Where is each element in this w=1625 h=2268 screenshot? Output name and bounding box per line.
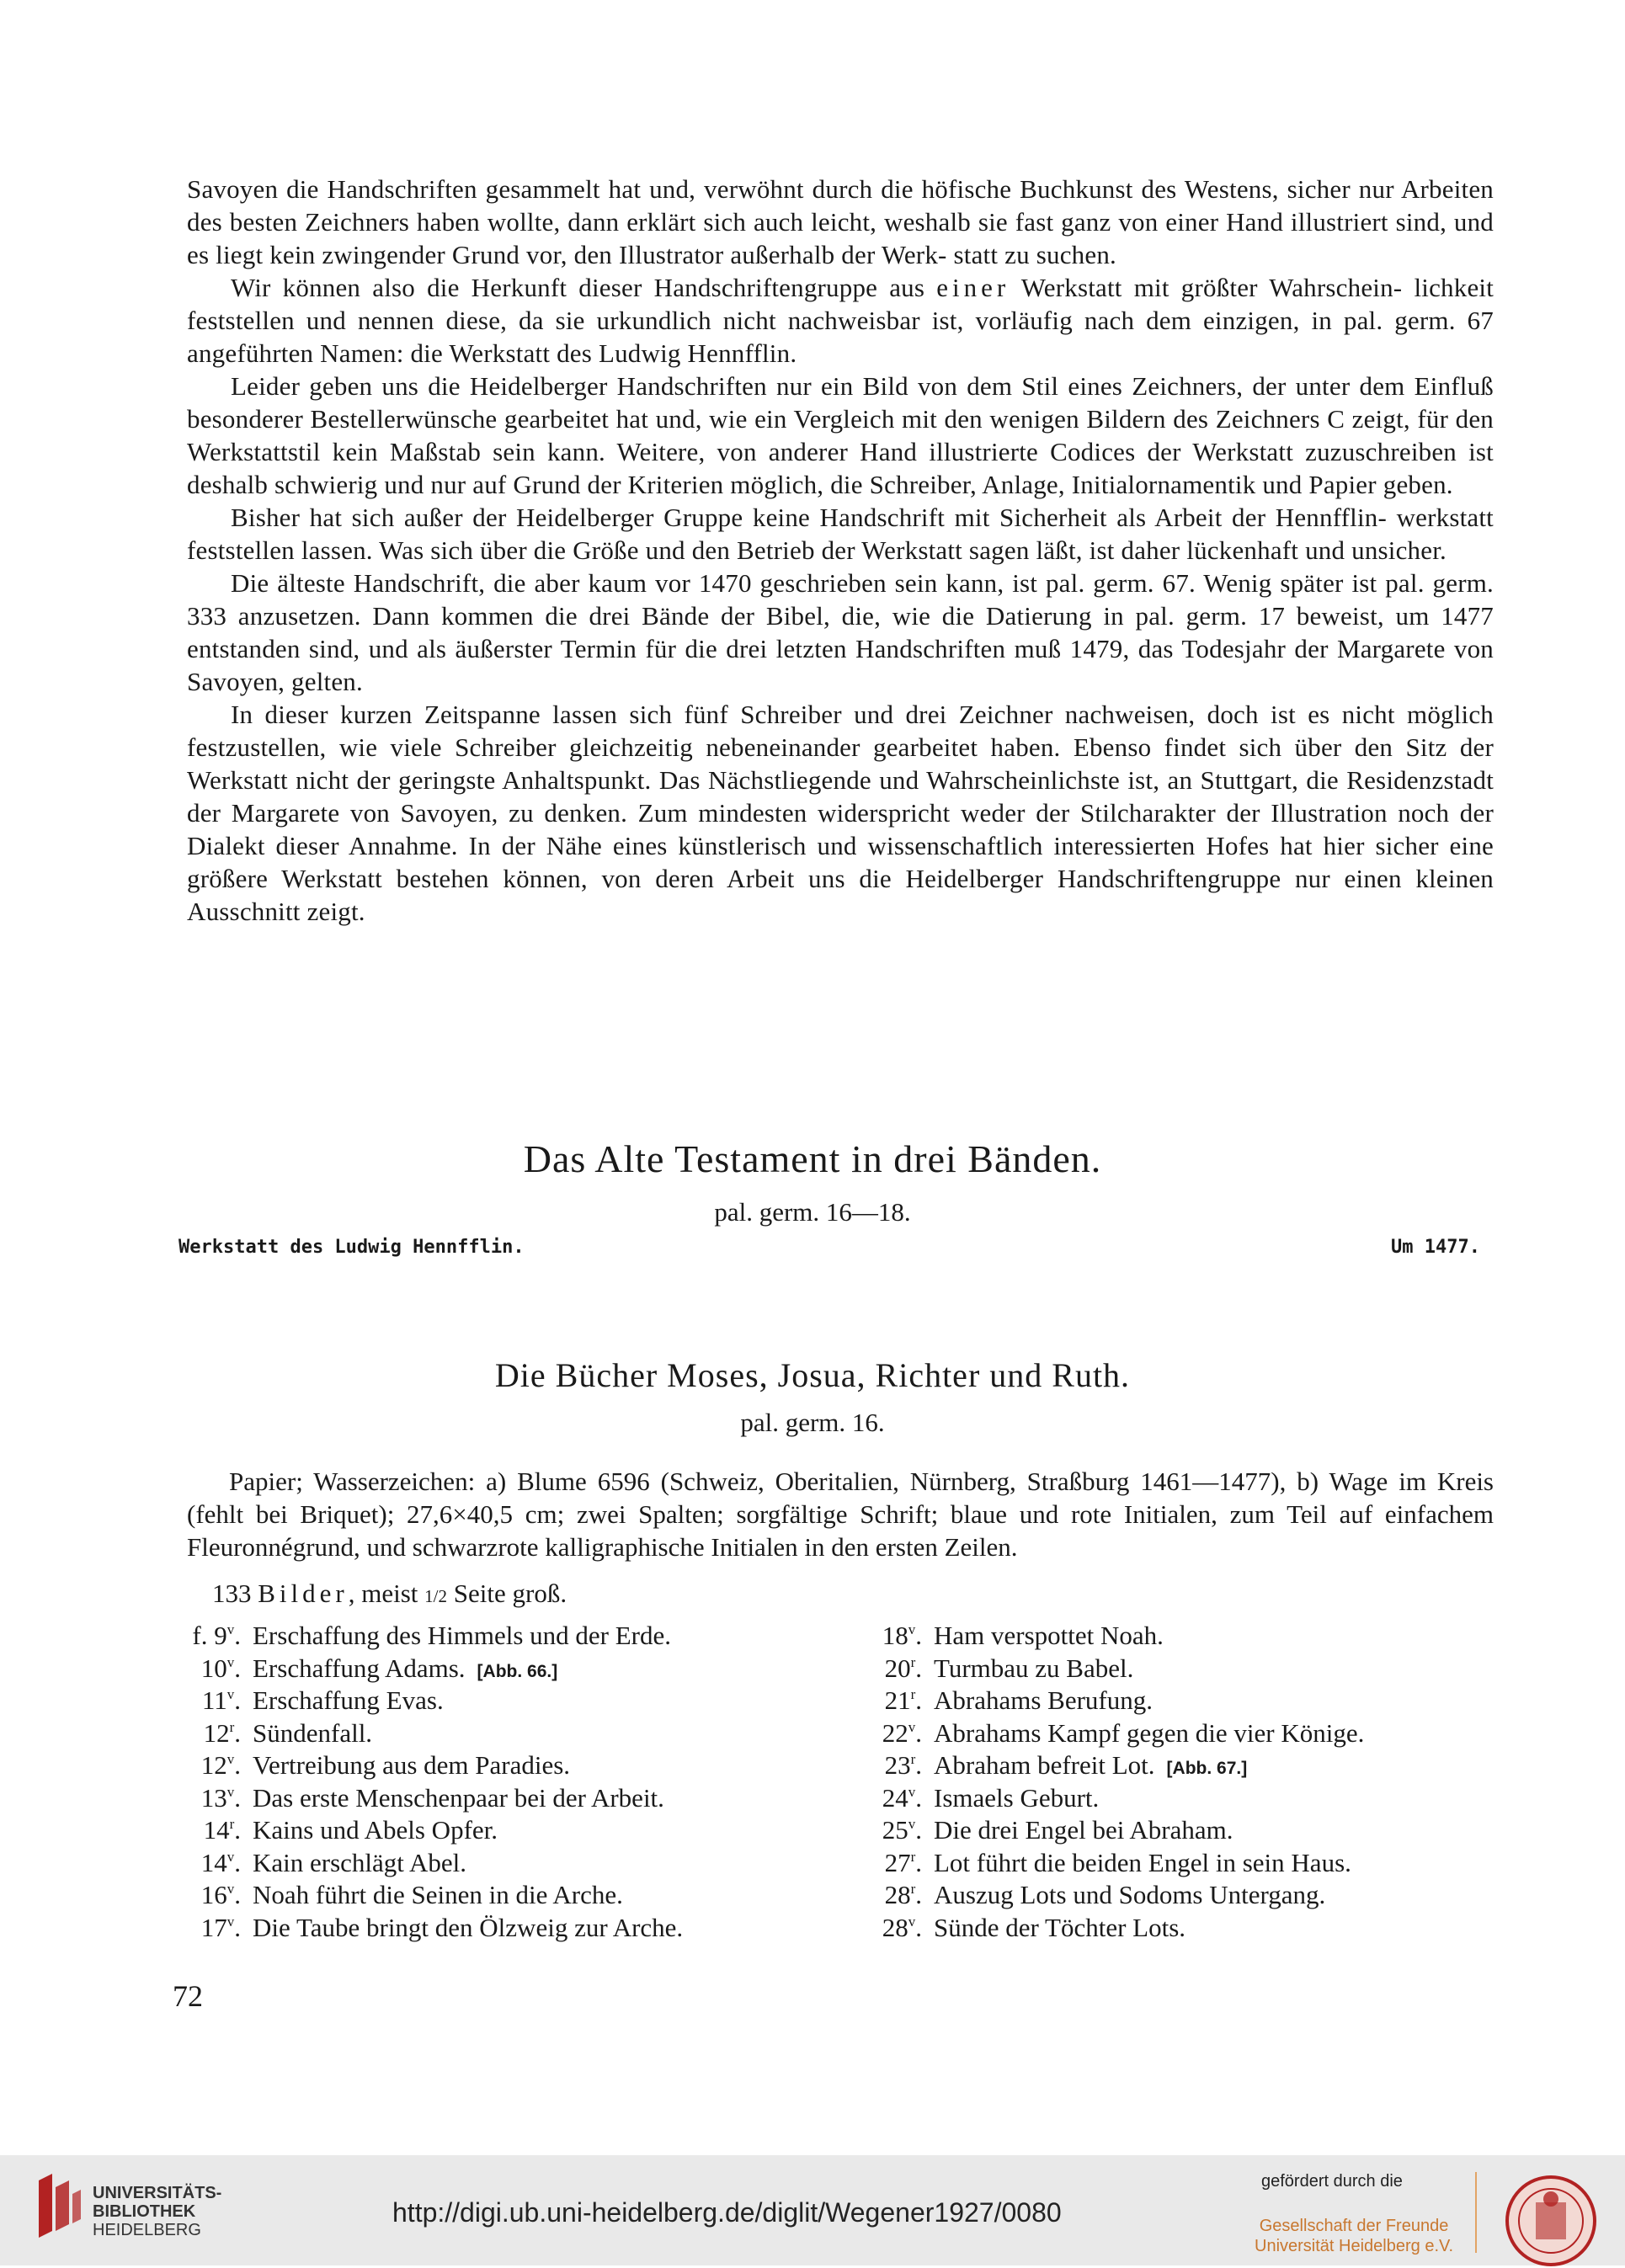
sponsor-name: Gesellschaft der Freunde Universität Heidelberg e.V. [1255,2217,1454,2255]
folio-side: v [908,1621,916,1637]
illustration-caption: Kains und Abels Opfer. [253,1815,498,1845]
illustration-caption: Erschaffung Adams. [Abb. 66.] [253,1653,558,1683]
folio-number: 27$^r$. [884,1847,922,1877]
section-signature: pal. germ. 16—18. [714,1197,911,1227]
folio-side: v [908,1783,916,1800]
folio-number: 12$^v$. [200,1750,241,1780]
paragraph-3: Leider geben uns die Heidelberger Handschriften nur ein Bild von dem Stil eines Zeichners, der unter dem Einfluß besonderer Bestellerwünsche gearbeitet hat und, wie ein Vergleich mit den wenigen Bildern des Zeichners C zeigt, für den Werkstattstil kein Maßstab sein kann. Weitere, von anderer Hand illustrierte Codices der Werkstatt zuzuschreiben ist deshalb schwierig und nur auf Grund der Kriterien möglich, die Schreiber, Anlage, Initialornamentik und Papier geben. [187,371,1494,499]
folio-side: v [908,1913,916,1930]
paragraph-6: In dieser kurzen Zeitspanne lassen sich fünf Schreiber und drei Zeichner nachweisen, doch ist es nicht möglich festzustellen, wie viele Schreiber gleichzeitig nebeneinander gearbeitet haben. Ebenso findet sich über den Sitz der Werkstatt nicht der geringste Anhaltspunkt. Das Nächstliegende und Wahrscheinlichste ist, an Stuttgart, die Residenzstadt der Margarete von Savoyen, zu denken. Zum mindesten widerspricht weder der Stilcharakter der Illustration noch der Dialekt dieser Annahme. In der Nähe eines künstlerisch und wissenschaftlich interessierten Hofes hat hier sicher eine größere Werkstatt bestehen können, von deren Arbeit uns die Heidelberger Handschriftengruppe nur einen kleinen Ausschnitt zeigt. [187,700,1494,926]
folio-side: v [226,1653,235,1670]
folio-side: v [226,1686,235,1702]
folio-side: v [226,1881,235,1897]
paragraph-2: Wir können also die Herkunft dieser Handschriftengruppe aus einer Werkstatt mit größter Wahrschein- lichkeit feststellen und nennen diese, da sie urkundlich nicht nachweisbar ist, vorläufig nach dem einzigen, in pal. germ. 67 angeführten Namen: die Werkstatt des Ludwig Hennfflin. [187,273,1494,368]
illustration-caption: Kain erschlägt Abel. [253,1847,466,1877]
illustration-caption: Auszug Lots und Sodoms Untergang. [934,1880,1326,1909]
folio-side: r [910,1751,916,1767]
folio-number: f. 9$^v$. [192,1621,241,1650]
emphasis-spaced: einer [936,273,1010,302]
permalink-url[interactable]: http://digi.ub.uni-heidelberg.de/diglit/Wegener1927/0080 [392,2197,1062,2228]
illustration-caption: Noah führt die Seinen in die Arche. [253,1880,623,1909]
folio-number: 25$^v$. [882,1815,922,1845]
folio-number: 28$^r$. [884,1880,922,1909]
folio-side: r [910,1848,916,1865]
folio-number: 28$^v$. [882,1912,922,1942]
illustration-caption: Die drei Engel bei Abraham. [934,1815,1233,1845]
folio-side: v [226,1621,235,1637]
illustration-caption: Abrahams Kampf gegen die vier Könige. [934,1717,1365,1748]
folio-number: 16$^v$. [200,1880,241,1909]
folio-number: 14$^v$. [200,1847,241,1877]
illustration-caption: Turmbau zu Babel. [934,1653,1134,1683]
illustration-caption: Das erste Menschenpaar bei der Arbeit. [253,1782,664,1813]
illustration-caption: Abraham befreit Lot. [Abb. 67.] [934,1750,1248,1780]
page-number: 72 [173,1979,203,2013]
illustration-caption: Erschaffung Evas. [253,1685,444,1715]
folio-side: v [908,1816,916,1832]
folio-number: 12$^r$. [203,1717,241,1748]
illustration-caption: Ismaels Geburt. [934,1782,1100,1813]
illustration-caption: Abrahams Berufung. [934,1685,1153,1715]
folio-side: v [226,1783,235,1800]
illustration-count: 133 Bilder, meist 1/2 Seite groß. [212,1579,567,1608]
folio-number: 11$^v$. [201,1685,241,1715]
subsection-title: Die Bücher Moses, Josua, Richter und Ruth. [494,1356,1131,1394]
folio-side: v [908,1718,916,1735]
paragraph-5: Die älteste Handschrift, die aber kaum vor 1470 geschrieben sein kann, ist pal. germ. 67. Wenig später ist pal. germ. 333 anzusetzen. Dann kommen die drei Bände der Bibel, die, wie die Datierung in pal. germ. 17 beweist, um 1477 entstanden sind, und als äußerster Termin für die drei letzten Handschriften muß 1479, das Todesjahr der Margarete von Savoyen, gelten. [187,568,1494,696]
folio-side: r [910,1653,916,1670]
library-name: UNIVERSITÄTS- BIBLIOTHEK HEIDELBERG [93,2184,222,2239]
illustration-caption: Lot führt die beiden Engel in sein Haus. [934,1847,1351,1877]
workshop-label: Werkstatt des Ludwig Hennfflin. [178,1237,525,1258]
folio-number: 14$^r$. [203,1815,241,1845]
illustration-caption: Ham verspottet Noah. [934,1621,1164,1650]
folio-side: r [229,1718,235,1735]
folio-number: 23$^r$. [884,1750,922,1780]
folio-number: 20$^r$. [884,1653,922,1683]
library-logo-icon [34,2172,84,2239]
illustration-caption: Sündenfall. [253,1717,373,1748]
folio-side: r [910,1881,916,1897]
fraction: 1/2 [424,1586,448,1606]
paragraph-1: Savoyen die Handschriften gesammelt hat und, verwöhnt durch die höfische Buchkunst des Westens, sicher nur Arbeiten des besten Zeichners haben wollte, dann erklärt sich auch leicht, weshalb sie fast ganz von einer Hand illustriert sind, und es liegt kein zwingender Grund vor, den Illustrator außerhalb der Werk- statt zu suchen. [187,174,1494,269]
folio-side: r [229,1816,235,1832]
folio-side: v [226,1913,235,1930]
illustration-caption: Erschaffung des Himmels und der Erde. [253,1621,672,1650]
folio-side: v [226,1848,235,1865]
folio-number: 18$^v$. [882,1621,922,1650]
folio-number: 22$^v$. [882,1717,922,1748]
folio-number: 17$^v$. [200,1912,241,1942]
folio-number: 13$^v$. [200,1782,241,1813]
illustration-caption: Die Taube bringt den Ölzweig zur Arche. [253,1912,684,1942]
manuscript-description: Papier; Wasserzeichen: a) Blume 6596 (Schweiz, Oberitalien, Nürnberg, Straßburg 1461—1477), b) Wage im Kreis (fehlt bei Briquet); 27,6×40,5 cm; zwei Spalten; sorgfältige Schrift; blaue und rote Initialen, zum Teil auf einfachem Fleuronnégrund, und schwarzrote kalligraphische Initialen in den ersten Zeilen. [187,1467,1494,1562]
date-label: Um 1477. [1391,1237,1480,1258]
illustration-caption: Vertreibung aus dem Paradies. [253,1750,571,1780]
folio-number: 21$^r$. [884,1685,922,1715]
university-seal-icon [1504,2174,1598,2268]
figure-reference: [Abb. 66.] [477,1661,558,1681]
illustration-caption: Sünde der Töchter Lots. [934,1912,1186,1942]
subsection-signature: pal. germ. 16. [740,1408,885,1437]
figure-reference: [Abb. 67.] [1166,1759,1248,1778]
paragraph-4: Bisher hat sich außer der Heidelberger Gruppe keine Handschrift mit Sicherheit als Arbeit der Hennfflin- werkstatt feststellen lassen. Was sich über die Größe und den Betrieb der Werkstatt sagen läßt, ist daher lückenhaft und unsicher. [187,503,1494,565]
folio-side: v [226,1751,235,1767]
folio-side: r [910,1686,916,1702]
folio-number: 10$^v$. [200,1653,241,1683]
sponsor-label: gefördert durch die [1261,2172,1403,2191]
viewer-footer [0,2155,1625,2265]
footer-divider [1475,2172,1477,2253]
folio-number: 24$^v$. [882,1782,922,1813]
section-title: Das Alte Testament in drei Bänden. [523,1137,1102,1180]
body-text [187,173,1494,928]
